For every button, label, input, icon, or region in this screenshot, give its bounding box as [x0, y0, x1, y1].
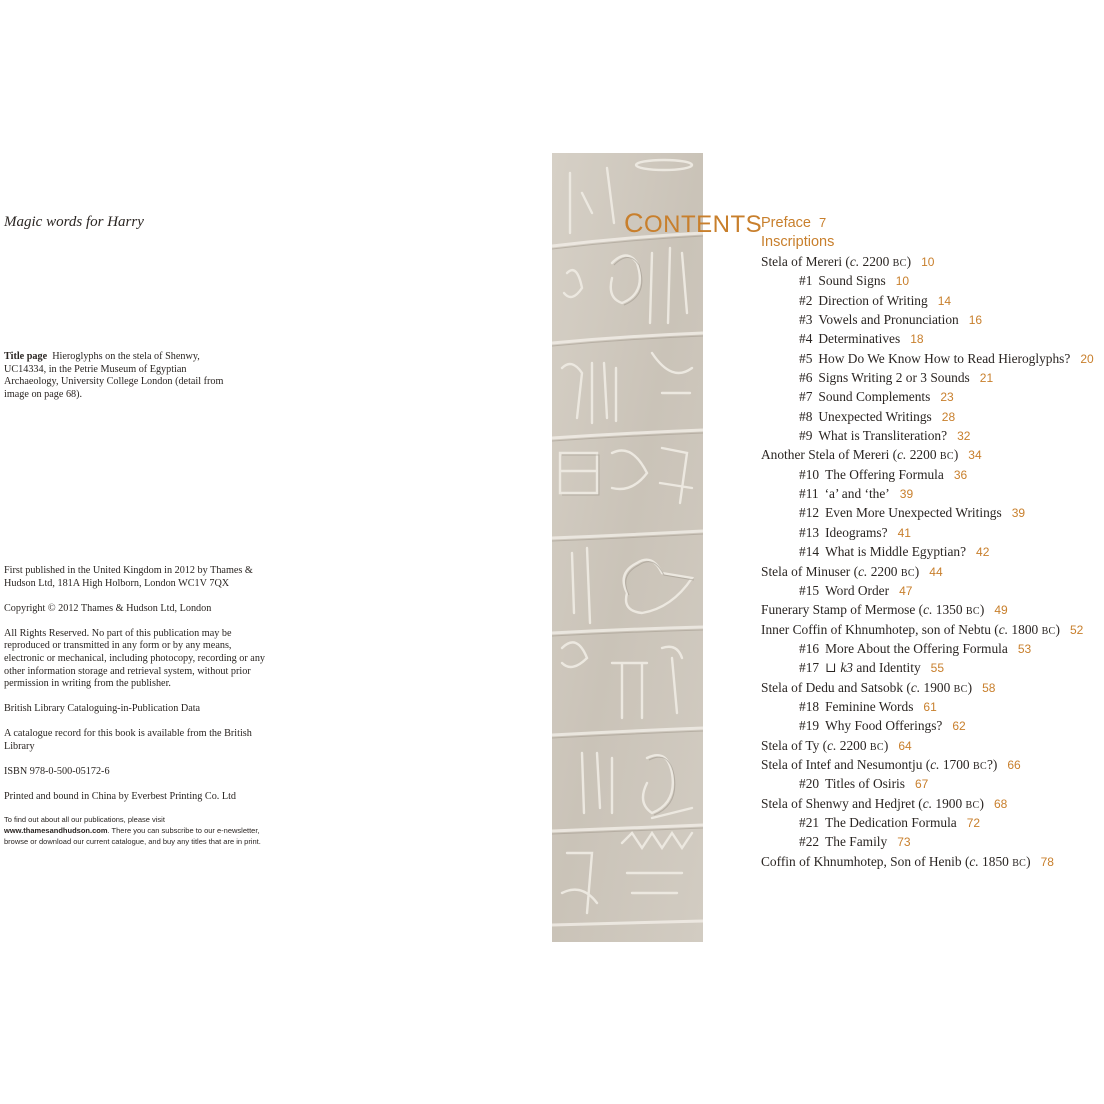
toc-subentry[interactable]: [761, 658, 1104, 677]
toc-entry-number: #7: [799, 389, 813, 405]
toc-entry-title: Coffin of Khnumhotep, Son of Henib (: [761, 853, 970, 869]
toc-entry-title: Sound Complements: [818, 389, 931, 405]
toc-entry-title: More About the Offering Formula: [825, 640, 1008, 656]
toc-entry-number: #6: [799, 370, 813, 386]
toc-entry-title: Direction of Writing: [818, 292, 928, 308]
toc-entry-title: Even More Unexpected Writings: [825, 505, 1002, 521]
toc-entry-title: Stela of Ty (: [761, 737, 828, 753]
toc-entry-page: 53: [1017, 641, 1032, 656]
toc-entry-number: #9: [799, 428, 813, 444]
toc-entry-date: c. 2200 BC: [849, 254, 907, 269]
toc-entry-number: #16: [799, 640, 820, 656]
stela-illustration: [552, 153, 703, 942]
imprint-isbn: ISBN 978-0-500-05172-6: [4, 766, 110, 778]
toc-entry-date-close: ): [979, 602, 985, 618]
toc-entry-page: 23: [940, 390, 954, 405]
toc-entry-title: Titles of Osiris: [825, 776, 905, 792]
toc-entry-page: 28: [941, 409, 956, 424]
toc-entry-title: Determinatives: [818, 331, 901, 347]
toc-entry-number: #15: [799, 582, 820, 598]
contents-heading-rest: ONTENTS: [644, 211, 763, 238]
toc-entry-date-close: ): [979, 795, 984, 811]
toc-subentry[interactable]: [761, 503, 1104, 522]
toc-entry-title: Feminine Words: [825, 698, 914, 714]
imprint-publication: First published in the United Kingdom in 2012 by Thames & Hudson Ltd, 181A High Holborn, London WC1V 7QX: [4, 565, 253, 589]
toc-entry-number: #17: [799, 660, 820, 676]
toc-entry-title: Stela of Shenwy and Hedjret (: [761, 795, 923, 811]
toc-entry[interactable]: [761, 445, 1104, 464]
toc-entry-page: 42: [976, 545, 990, 560]
toc-entry-date-close: ): [883, 737, 889, 753]
website-note-rest: . There you can subscribe to our e-newsletter, browse or download our current catalogue, and buy any titles that are in print.: [4, 826, 261, 847]
toc-subentry[interactable]: [761, 542, 1104, 561]
toc-entry-number: #12: [799, 505, 820, 521]
toc-entry[interactable]: [761, 620, 1104, 639]
website-note-intro: To find out about all our publications, please visit: [4, 815, 165, 825]
contents-heading-initial: C: [624, 208, 644, 238]
toc-entry-page: 64: [898, 738, 912, 753]
toc-entry-title: Stela of Intef and Nesumontju (: [761, 756, 931, 772]
toc-entry-page: 67: [914, 777, 929, 792]
toc-entry-title: Funerary Stamp of Mermose (: [761, 602, 924, 618]
toc-entry-date-close: ): [906, 254, 912, 269]
toc-preface-page: 7: [818, 215, 827, 230]
toc-entry-page: 41: [897, 525, 911, 540]
toc-entry-page: 14: [937, 293, 952, 308]
toc-entry-page: 10: [921, 255, 935, 269]
toc-entry-page: 44: [929, 564, 943, 579]
toc-entry-page: 68: [993, 796, 1008, 811]
toc-entry-title: The Offering Formula: [825, 466, 944, 482]
toc-subentry[interactable]: [761, 407, 1104, 426]
toc-entry-page: 34: [968, 448, 982, 463]
toc-entry-page: 52: [1069, 622, 1084, 637]
toc-entry-title: Unexpected Writings: [818, 408, 932, 424]
toc-subentry[interactable]: [761, 465, 1104, 484]
toc-preface[interactable]: [761, 213, 1104, 233]
toc-subentry[interactable]: [761, 271, 1104, 290]
toc-entry[interactable]: [761, 678, 1104, 697]
toc-subentry[interactable]: [761, 774, 1104, 793]
toc-entry-page: 21: [979, 371, 994, 386]
toc-entry-number: #1: [799, 273, 813, 289]
toc-entry-number: #4: [799, 331, 813, 347]
table-of-contents: [761, 213, 1104, 871]
toc-entry-title: Inner Coffin of Khnumhotep, son of Nebtu (: [761, 621, 999, 637]
toc-subentry[interactable]: [761, 484, 1104, 503]
toc-entry-page: 62: [952, 719, 966, 734]
toc-entry-title: The Family: [825, 834, 888, 850]
toc-entry-date: c. 1900 BC: [922, 795, 980, 811]
toc-entry-date: c. 1900 BC: [910, 679, 968, 695]
toc-entry-number: #5: [799, 350, 813, 366]
hieroglyph-stela-image: [552, 153, 703, 942]
toc-entry-number: #20: [799, 776, 820, 792]
toc-entry-page: 32: [957, 429, 971, 444]
toc-subentry[interactable]: [761, 349, 1104, 368]
toc-entry-title: Stela of Dedu and Satsobk (: [761, 679, 911, 695]
toc-subentry[interactable]: [761, 581, 1104, 600]
caption-label: Title page: [4, 351, 48, 362]
imprint-printer: Printed and bound in China by Everbest Printing Co. Ltd: [4, 791, 237, 803]
dedication: Magic words for Harry: [4, 214, 144, 230]
toc-entry-date: c. 2200 BC: [897, 447, 954, 463]
toc-entry-page: 18: [910, 332, 924, 347]
toc-entry-page: 47: [899, 583, 913, 598]
toc-entry-page: 72: [966, 815, 981, 830]
toc-subentry[interactable]: [761, 368, 1104, 387]
toc-subentry[interactable]: [761, 310, 1104, 329]
toc-entry-number: #3: [799, 312, 813, 328]
toc-entry-page: 20: [1080, 351, 1094, 366]
toc-entry-page: 55: [930, 661, 945, 676]
toc-entry-date-close: ): [992, 756, 998, 772]
toc-entry-title: Stela of Minuser (: [761, 563, 859, 579]
toc-section-inscriptions: Inscriptions: [761, 233, 835, 250]
toc-entry-page: 16: [968, 313, 983, 328]
toc-entry-number: #11: [799, 486, 819, 502]
toc-subentry[interactable]: [761, 697, 1104, 716]
toc-entry-title: Word Order: [825, 582, 890, 598]
toc-entry-number: #18: [799, 698, 820, 714]
toc-subentry[interactable]: [761, 291, 1104, 310]
toc-entry[interactable]: [761, 794, 1104, 813]
toc-entry-transliteration: k3: [840, 660, 853, 676]
toc-subentry[interactable]: [761, 832, 1104, 851]
toc-preface-label: Preface: [761, 215, 811, 231]
website-link[interactable]: www.thamesandhudson.com: [4, 826, 108, 836]
toc-entry-page: 66: [1007, 757, 1021, 772]
toc-entry-title: Another Stela of Mereri (: [761, 447, 898, 463]
toc-entry-title: What is Middle Egyptian?: [825, 544, 967, 560]
toc-entry-date: c. 1850 BC: [969, 853, 1027, 869]
toc-entry-title: Why Food Offerings?: [825, 718, 943, 734]
toc-subentry[interactable]: [761, 426, 1104, 445]
toc-entry-date: c. 1800 BC: [998, 621, 1056, 637]
imprint-website-note: [4, 814, 272, 847]
toc-entry-date: c. 2200 BC: [827, 737, 884, 753]
toc-subentry[interactable]: [761, 329, 1104, 348]
imprint-rights: All Rights Reserved. No part of this publication may be reproduced or transmitted in any form or by any means, electronic or mechanical, including photocopy, recording or any other information storage and retrieval system, without prior permission in writing from the publisher.: [4, 627, 266, 690]
toc-subentry[interactable]: [761, 716, 1104, 735]
toc-entry-title: Signs Writing 2 or 3 Sounds: [818, 370, 970, 386]
toc-entry-number: #8: [799, 408, 813, 424]
toc-entry-title: What is Transliteration?: [818, 428, 948, 444]
toc-entry-number: #2: [799, 292, 813, 308]
toc-entry[interactable]: [761, 252, 1104, 271]
toc-entry-page: 10: [895, 274, 910, 289]
toc-entry-title: Sound Signs: [818, 273, 886, 289]
toc-entry[interactable]: [761, 852, 1104, 871]
toc-entry-number: #19: [799, 718, 820, 734]
toc-entry-date-close: ): [967, 679, 973, 695]
toc-entry-page: 39: [899, 487, 914, 502]
toc-entry-title: Stela of Mereri (: [761, 254, 850, 269]
toc-entry-list: [761, 252, 1104, 871]
toc-entry-page: 58: [982, 680, 996, 695]
toc-entry-date-close: ): [953, 447, 959, 463]
toc-entry-title: How Do We Know How to Read Hieroglyphs?: [818, 350, 1071, 366]
toc-entry-title: ‘a’ and ‘the’: [824, 486, 890, 502]
toc-entry-date-close: ): [1055, 621, 1060, 637]
toc-entry[interactable]: [761, 755, 1104, 774]
toc-subentry[interactable]: [761, 813, 1104, 832]
toc-entry-page: 36: [953, 467, 968, 482]
imprint-catalogue: A catalogue record for this book is available from the British Library: [4, 728, 252, 752]
toc-entry-number: #13: [799, 524, 820, 540]
toc-entry-number: #21: [799, 814, 820, 830]
contents-heading: [624, 208, 762, 239]
toc-entry-page: 39: [1011, 506, 1026, 521]
toc-entry-date: c. 2200 BC: [858, 563, 915, 579]
toc-entry-title: The Dedication Formula: [825, 814, 957, 830]
toc-entry-number: #14: [799, 544, 820, 560]
toc-entry[interactable]: [761, 562, 1104, 581]
toc-entry-page: 61: [923, 699, 937, 714]
hieroglyph-ka-icon: ⊔: [825, 660, 837, 676]
toc-entry-title: Ideograms?: [825, 524, 888, 540]
toc-entry-number: #10: [799, 466, 820, 482]
toc-entry-date-close: ): [1026, 853, 1031, 869]
toc-entry-page: 73: [897, 835, 911, 850]
toc-subentry[interactable]: [761, 523, 1104, 542]
imprint-copyright: Copyright © 2012 Thames & Hudson Ltd, London: [4, 602, 212, 614]
toc-entry-date: c. 1350 BC: [923, 602, 980, 618]
imprint-block: [4, 565, 272, 860]
toc-entry[interactable]: [761, 600, 1104, 619]
toc-subentry[interactable]: [761, 387, 1104, 406]
toc-entry-date-close: ): [914, 563, 920, 579]
toc-entry[interactable]: [761, 736, 1104, 755]
caption-text: Hieroglyphs on the stela of Shenwy, UC14334, in the Petrie Museum of Egyptian Archaeology, University College London (detail from image on page 68).: [4, 351, 224, 400]
toc-entry-page: 78: [1040, 854, 1054, 869]
toc-entry-title: and Identity: [856, 660, 921, 676]
toc-entry-title: Vowels and Pronunciation: [818, 312, 959, 328]
toc-entry-page: 49: [994, 603, 1008, 618]
toc-entry-number: #22: [799, 834, 820, 850]
title-page-caption: [4, 351, 239, 401]
imprint-cip: British Library Cataloguing-in-Publication Data: [4, 703, 201, 715]
toc-entry-date: c. 1700 BC?: [930, 756, 993, 772]
toc-subentry[interactable]: [761, 639, 1104, 658]
